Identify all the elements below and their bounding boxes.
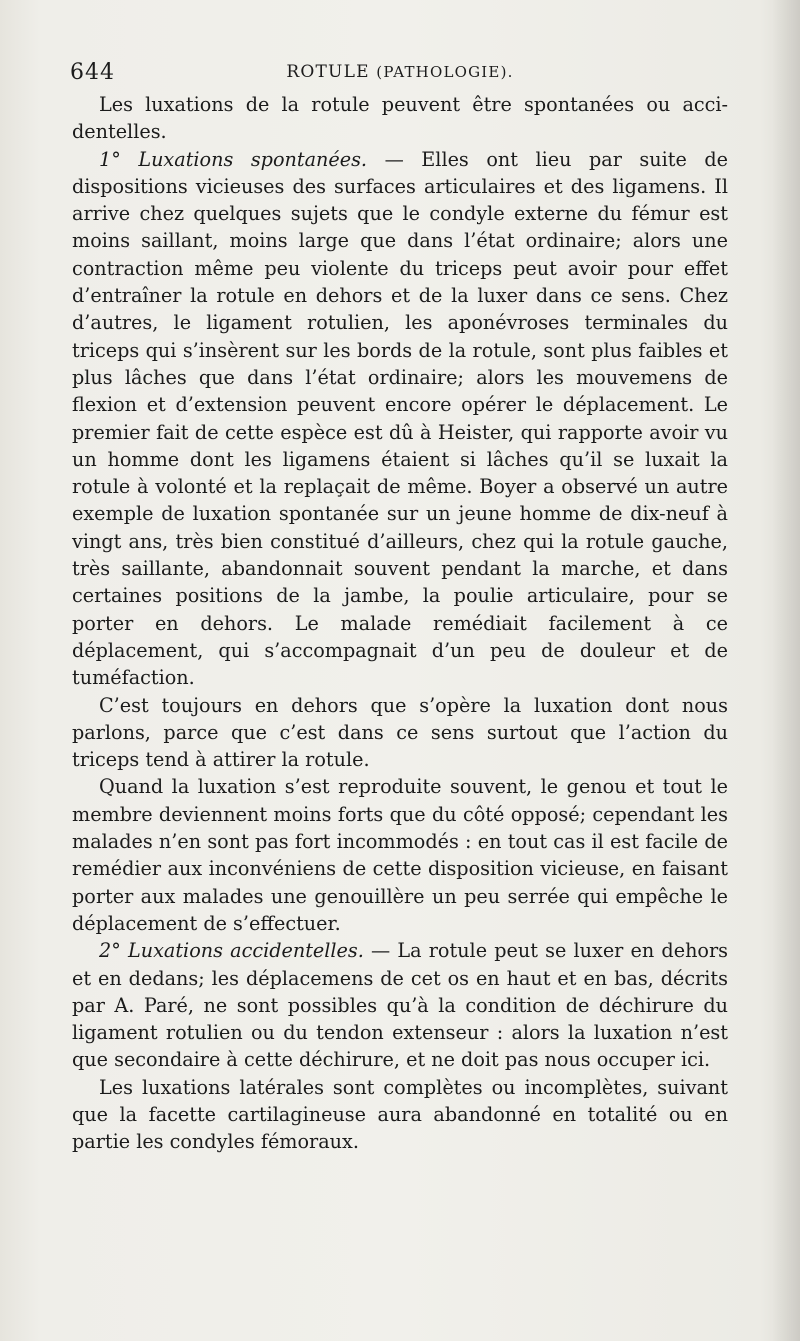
paragraph-accidental-luxations bbox=[72, 937, 728, 1073]
paragraph-text: — Elles ont lieu par suite de dispositions vicieuses des surfaces articulaires et des ligamens. Il arrive chez quelques sujets que le condyle externe du fémur est moins saillant, moins large que dans l’état ordinaire; alors une contraction même peu violente du triceps peut avoir pour effet d’entraîner la rotule en dehors et de la luxer dans ce sens. Chez d’autres, le ligament rotulien, les aponévroses terminales du triceps qui s’insèrent sur les bords de la rotule, sont plus faibles et plus lâches que dans l’état ordinaire; alors les mouvemens de flexion et d’extension peuvent encore opérer le déplacement. Le premier fait de cette espèce est dû à Heister, qui rapporte avoir vu un homme dont les ligamens étaient si lâches qu’il se luxait la rotule à volonté et la replaçait de même. Boyer a observé un autre exemple de luxation spontanée sur un jeune homme de dix-neuf à vingt ans, très bien constitué d’ailleurs, chez qui la rotule gauche, très saillante, abandonnait souvent pendant la marche, et dans certaines positions de la jambe, la poulie articulaire, pour se porter en dehors. Le malade remédiait facilement à ce déplacement, qui s’accompagnait d’un peu de douleur et de tuméfaction. bbox=[72, 147, 728, 690]
page-edge-shadow bbox=[772, 0, 800, 1341]
page-number: 644 bbox=[70, 60, 115, 85]
paragraph-spontaneous-luxations bbox=[72, 146, 728, 692]
paragraph-text: Les luxations latérales sont complètes ou incomplètes, suivant que la facette cartilagineuse aura abandonné en totalité ou en partie les condyles fémoraux. bbox=[72, 1075, 728, 1154]
paragraph-recurrence bbox=[72, 773, 728, 937]
running-head bbox=[70, 62, 730, 82]
paragraph-text: Quand la luxation s’est reproduite souvent, le genou et tout le membre deviennent moins forts que du côté opposé; cependant les malades n’en sont pas fort incommodés : en tout cas il est facile de remédier aux inconvéniens de cette disposition vicieuse, en faisant porter aux malades une genouillère un peu serrée qui empêche le déplacement de s’effectuer. bbox=[72, 775, 728, 935]
page-header bbox=[70, 58, 730, 88]
paragraph-text: — La rotule peut se luxer en dehors et en dedans; les déplacemens de cet os en haut et en bas, décrits par A. Paré, ne sont possibles qu’à la condition de déchirure du ligament rotulien ou du tendon extenseur : alors la luxation n’est que secondaire à cette déchirure, et ne doit pas nous occuper ici. bbox=[72, 939, 728, 1072]
paragraph-text: Les luxations de la rotule peuvent être spontanées ou acci-dentelles. bbox=[72, 93, 728, 144]
running-head-subtitle: (PATHOLOGIE). bbox=[376, 63, 514, 81]
body-text bbox=[72, 91, 728, 1156]
paragraph-lateral-luxations bbox=[72, 1074, 728, 1156]
paragraph-direction bbox=[72, 692, 728, 774]
paragraph-intro bbox=[72, 91, 728, 146]
running-head-title: ROTULE bbox=[286, 62, 370, 82]
paragraph-text: C’est toujours en dehors que s’opère la luxation dont nous parlons, parce que c’est dans ce sens surtout que l’action du triceps tend à attirer la rotule. bbox=[72, 693, 728, 772]
section-label-accidental: 2° Luxations accidentelles. bbox=[99, 939, 364, 963]
section-label-spontaneous: 1° Luxations spontanées. bbox=[99, 147, 368, 171]
